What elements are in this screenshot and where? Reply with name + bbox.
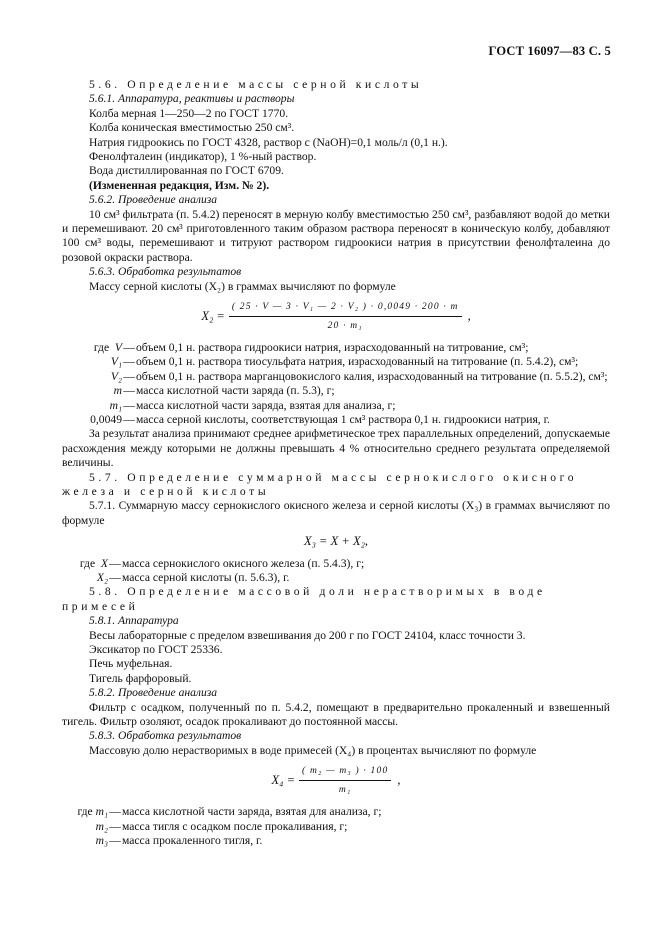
definition-text: масса кислотной части заряда, взятая для анализа, г; [122,805,382,819]
list-item: Натрия гидроокись по ГОСТ 4328, раствор c (NaOH)=0,1 моль/л (0,1 н.). [89,135,448,149]
definition-text: масса серной кислоты (п. 5.6.3), г. [122,571,290,584]
section-5-6-2-title: 5.6.2. Проведение анализа [89,193,218,207]
definition-symbol: m₁ [95,805,108,819]
list-item: Печь муфельная. [89,657,173,671]
variable-definitions-x4 [62,805,610,848]
definition-prefix: где [79,556,96,570]
definition-row [62,341,610,355]
list-item: Эксикатор по ГОСТ 25336. [89,643,223,657]
list-item: Весы лабораторные с пределом взвешивания до 200 г по ГОСТ 24104, класс точности 3. [89,628,526,642]
variable-definitions-x2 [62,341,610,427]
formula-x2 [62,300,610,333]
definition-dash: — [109,819,121,833]
section-5-8-1-title: 5.8.1. Аппаратура [89,614,179,628]
section-5-6-3-intro: Массу серной кислоты (X₂) в граммах вычисляют по формуле [89,279,396,293]
section-5-8-3-intro: Массовую долю нерастворимых в воде примесей (X₄) в процентах вычисляют по формуле [89,743,537,757]
definition-row [62,820,610,834]
definition-symbol: V₁ [110,355,122,369]
definition-row [62,384,610,398]
definition-text: масса кислотной части заряда (п. 5.3), г; [136,384,335,398]
definition-dash: — [109,805,121,819]
definition-symbol: m₃ [95,833,108,847]
formula-numerator: ( m₂ — m₃ ) · 100 [299,764,391,780]
definition-text: масса кислотной части заряда, взятая для анализа, г; [136,398,396,412]
definition-row [62,355,610,369]
section-5-8-2-title: 5.8.2. Проведение анализа [89,686,218,700]
definition-symbol: m₁ [109,398,122,412]
section-5-6-heading: 5.6. Определение массы серной кислоты [89,78,423,91]
definition-symbol: m [113,384,122,398]
definition-text: объем 0,1 н. раствора гидроокиси натрия, израсходованный на титрование, см³; [136,340,529,354]
definition-symbol: V₂ [110,369,122,383]
formula-lhs: X₄ = [271,773,296,788]
definition-row [62,557,610,571]
document-body [62,78,610,848]
definition-symbol: X₂ [96,571,108,584]
definition-dash: — [123,340,135,354]
definition-symbol: V [114,340,122,354]
list-item: Вода дистиллированная по ГОСТ 6709. [89,164,284,178]
definition-row [62,413,610,427]
result-note: За результат анализа принимают среднее арифметическое трех параллельных определений, допускаемые расхождения между которыми не должны превышать 4 % относительно среднего результата определяемой величины. [62,427,610,470]
definition-dash: — [123,369,135,383]
formula-denominator: m₁ [338,784,352,795]
formula-x4 [62,764,610,797]
section-5-6-2-text: 10 см³ фильтрата (п. 5.4.2) переносят в мерную колбу вместимостью 250 см³, разбавляют водой до метки и перемешивают. 20 см³ приготовленного таким образом раствора переносят в коническую колбу, добавляют 100 см³ воды, перемешивают и титруют раствором гидроокиси натрия в присутствии фенолфталеина до розовой окраски раствора. [62,207,610,264]
formula-tail: , [467,309,471,324]
definition-text: объем 0,1 н. раствора тиосульфата натрия, израсходованный на титрование (п. 5.4.2), см³; [136,355,579,369]
variable-definitions-x3 [62,557,610,586]
page-header: ГОСТ 16097—83 С. 5 [488,44,611,58]
definition-row [62,834,610,848]
definition-dash: — [109,833,121,847]
definition-dash: — [123,412,135,426]
formula-x3: X₃ = X + X₂, [303,534,369,549]
section-5-7-heading: 5.7. Определение суммарной массы сернокислого окисного железа и серной кислоты [62,470,578,498]
definition-text: масса прокаленного тигля, г. [122,833,263,847]
definition-dash: — [109,556,121,570]
formula-denominator: 20 · m₁ [327,320,363,331]
definition-symbol: m₂ [95,819,108,833]
definition-row [62,571,610,585]
section-5-6-3-title: 5.6.3. Обработка результатов [89,265,242,279]
definition-prefix: где [93,340,110,354]
definition-dash: — [123,384,135,398]
section-5-8-heading: 5.8. Определение массовой доли нерастворимых в воде примесей [62,585,546,613]
definition-row [62,805,610,819]
definition-text: масса серной кислоты, соответствующая 1 см³ раствора 0,1 н. гидроокиси натрия, г. [136,412,550,426]
section-5-8-2-text: Фильтр с осадком, полученный по п. 5.4.2, помещают в предварительно прокаленный и взвешенный тигель. Фильтр озоляют, осадок прокаливают до постоянной массы. [62,700,610,729]
definition-text: масса тигля с осадком после прокаливания, г; [122,819,348,833]
list-item: Колба коническая вместимостью 250 см³. [89,121,295,135]
definition-text: объем 0,1 н. раствора марганцовокислого калия, израсходованный на титрование (п. 5.5.2), см³; [136,369,608,383]
definition-dash: — [109,571,121,584]
definition-dash: — [123,355,135,369]
definition-prefix: где [77,805,93,819]
formula-numerator: ( 25 · V — 3 · V₁ — 2 · V₂ ) · 0,0049 · 200 · m [229,300,462,316]
section-5-7-1-text: 5.7.1. Суммарную массу сернокислого окисного железа и серной кислоты (X₃) в граммах вычисляют по формуле [62,499,610,527]
edition-note: (Измененная редакция, Изм. № 2). [89,178,270,192]
formula-lhs: X₂ = [201,309,225,324]
section-5-8-3-title: 5.8.3. Обработка результатов [89,729,242,743]
definition-dash: — [123,398,135,412]
definition-row [62,399,610,413]
section-5-6-1-title: 5.6.1. Аппаратура, реактивы и растворы [89,92,295,106]
definition-text: масса сернокислого окисного железа (п. 5.4.3), г; [122,556,365,570]
formula-tail: , [397,773,401,788]
definition-symbol: X [100,556,108,570]
definition-row [62,370,610,384]
definition-symbol: 0,0049 [90,412,122,426]
list-item: Фенолфталеин (индикатор), 1 %-ный раствор. [89,150,317,164]
list-item: Тигель фарфоровый. [89,671,192,685]
list-item: Колба мерная 1—250—2 по ГОСТ 1770. [89,106,289,120]
